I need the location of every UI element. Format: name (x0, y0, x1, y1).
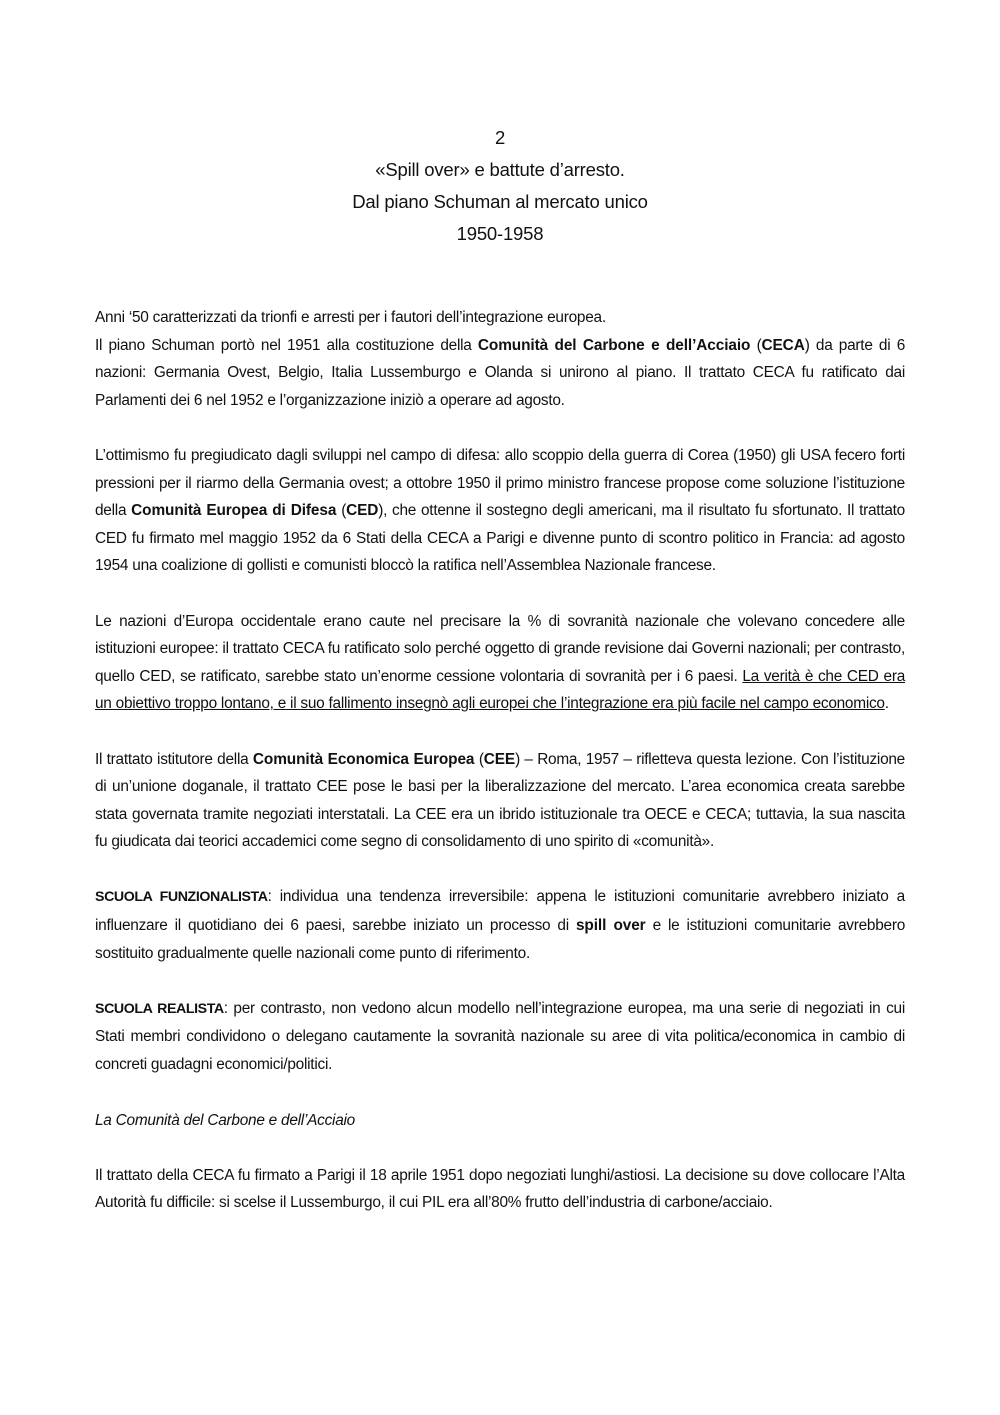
term-cee-full: Comunità Economica Europea (252, 750, 475, 768)
text-run: L’ottimismo fu pregiudicato dagli sviluppi nel campo di difesa: allo scoppio della guerra di Corea (1950) gli USA fecero forti pressioni per il riarmo della Germania ovest; a ottobre 1950 il primo ministro francese propose come soluzione l’istituzione della (95, 446, 905, 520)
label-scuola-funzionalista: SCUOLA FUNZIONALISTA (95, 889, 268, 906)
chapter-title-block (0, 122, 1000, 250)
term-spill-over: spill over (575, 917, 646, 935)
document-body (95, 304, 905, 1245)
text-run: ) da parte di 6 nazioni: Germania Ovest, Belgio, Italia Lussemburgo e Olanda si unirono al piano. Il trattato CECA fu ratificato dai Parlamenti dei 6 nel 1952 e l’organizzazione iniziò a operare ad agosto. (95, 336, 906, 409)
paragraph-functionalist (95, 883, 905, 967)
chapter-title-line-2: Dal piano Schuman al mercato unico (352, 191, 648, 212)
text-run: Il trattato istitutore della (95, 750, 253, 768)
term-ceca-acronym: CECA (761, 336, 805, 354)
chapter-title-line-1: «Spill over» e battute d’arresto. (375, 159, 625, 180)
term-ceca-full: Comunità del Carbone e dell’Acciaio (477, 336, 751, 354)
intro-sentence: Anni ‘50 caratterizzati da trionfi e arresti per i fautori dell’integrazione europea. (95, 309, 606, 326)
text-run: ( (336, 502, 347, 520)
underlined-conclusion: La verità è che CED era un obiettivo troppo lontano, e il suo fallimento insegnò agli europei che l’integrazione era più facile nel campo economico (95, 667, 906, 713)
text-run: ( (750, 336, 762, 354)
paragraph-intro (95, 304, 905, 414)
text-run: Il trattato della CECA fu firmato a Parigi il 18 aprile 1951 dopo negoziati lunghi/astiosi. La decisione su dove collocare l’Alta Autorità fu difficile: si scelse il Lussemburgo, il cui PIL era all’80% frutto dell’industria di carbone/acciaio. (95, 1166, 905, 1212)
paragraph-realist (95, 995, 905, 1079)
chapter-date-range: 1950-1958 (456, 223, 544, 244)
section-heading: La Comunità del Carbone e dell’Acciaio (95, 1111, 355, 1129)
text-run: Il piano Schuman portò nel 1951 alla costituzione della (95, 336, 478, 354)
text-run: : per contrasto, non vedono alcun modello nell’integrazione europea, ma una serie di negoziati in cui Stati membri condividono o delegano cautamente la sovranità nazionale su aree di vita politica/economica in cambio di concreti guadagni economici/politici. (95, 999, 906, 1074)
text-run: ), che ottenne il sostegno degli americani, ma il risultato fu sfortunato. Il trattato CED fu firmato mel maggio 1952 da 6 Stati della CECA a Parigi e divenne punto di scontro politico in Francia: ad agosto 1954 una coalizione di gollisti e comunisti bloccò la ratifica nell’Assemblea Nazionale francese. (95, 502, 905, 575)
text-run: . (884, 695, 889, 713)
label-scuola-realista: SCUOLA REALISTA (95, 1000, 224, 1017)
paragraph-ced (95, 442, 905, 580)
paragraph-cee (95, 746, 905, 856)
text-run: ) – Roma, 1957 – rifletteva questa lezione. Con l’istituzione di un’unione doganale, il trattato CEE pose le basi per la liberalizzazione del mercato. L’area economica creata sarebbe stata governata tramite negoziati interstatali. La CEE era un ibrido istituzionale tra OECE e CECA; tuttavia, la sua nascita fu giudicata dai teorici accademici come segno di consolidamento di uno spirito di «comunità». (95, 750, 905, 851)
term-cee-acronym: CEE (483, 750, 516, 768)
term-ced-full: Comunità Europea di Difesa (131, 502, 337, 520)
text-run: Le nazioni d’Europa occidentale erano caute nel precisare la % di sovranità nazionale che volevano concedere alle istituzioni europee: il trattato CECA fu ratificato solo perché oggetto di grande revisione dai Governi nazionali; per contrasto, quello CED, se ratificato, sarebbe stato un’enorme cessione volontaria di sovranità per i 6 paesi. (95, 612, 905, 685)
text-run: e le istituzioni comunitarie avrebbero sostituito gradualmente quelle nazionali come punto di riferimento. (95, 917, 906, 962)
paragraph-ceca-treaty (95, 1162, 905, 1217)
term-ced-acronym: CED (346, 502, 379, 520)
text-run: ( (474, 750, 484, 768)
text-run: : individua una tendenza irreversibile: appena le istituzioni comunitarie avrebbero iniziato a influenzare il quotidiano dei 6 paesi, sarebbe iniziato un processo di (95, 888, 905, 935)
paragraph-sovereignty (95, 608, 905, 718)
chapter-number: 2 (494, 127, 506, 148)
